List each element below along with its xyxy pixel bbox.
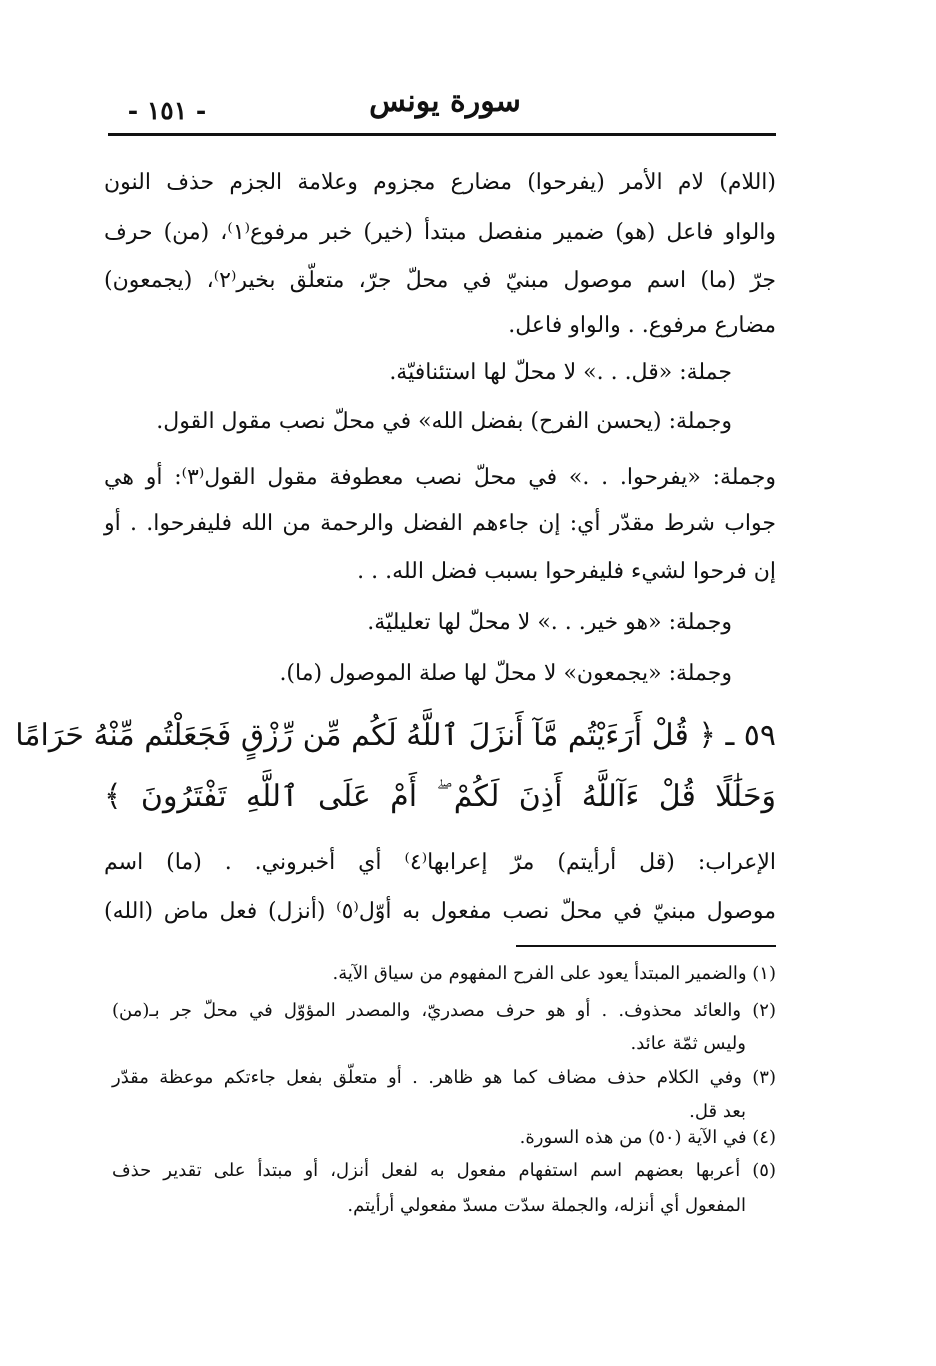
body-line: وجملة: (يحسن الفرح) بفضل الله» في محلّ نصب مقول القول.: [156, 409, 732, 434]
footnote-line: المفعول أي أنزله، والجملة سدّت مسدّ مفعولي أرأيتم.: [347, 1195, 746, 1216]
footnote-line: (٥) أعربها بعضهم اسم استفهام مفعول به لفعل أنزل، أو مبتدأ على تقدير حذف: [112, 1160, 776, 1181]
surah-title: سورة يونس: [369, 84, 521, 119]
body-line: والواو فاعل (هو) ضمير منفصل مبتدأ (خير) خبر مرفوع⁽١⁾، (من) حرف: [104, 220, 776, 245]
footnote-line: (٢) والعائد محذوف. . أو هو حرف مصدريّ، والمصدر المؤوّل في محلّ جر بـ(من): [112, 1000, 776, 1021]
footnote-line: (٤) في الآية (٥٠) من هذه السورة.: [519, 1127, 776, 1148]
irab-line: موصول مبنيّ في محلّ نصب مفعول به أوّل⁽٥⁾ (أنزل) فعل ماض (الله): [104, 899, 776, 924]
body-line: إن فرحوا لشيء فليفرحوا بسبب فضل الله. . .: [357, 559, 776, 584]
body-line: وجملة: «هو خير. . .» لا محلّ لها تعليليّة.: [367, 610, 732, 635]
footnote-line: (١) والضمير المبتدأ يعود على الفرح المفهوم من سياق الآية.: [332, 963, 776, 984]
body-line: جملة: «قل. . .» لا محلّ لها استئنافيّة.: [389, 360, 732, 385]
body-line: جواب شرط مقدّر أي: إن جاءهم الفضل والرحمة من الله فليفرحوا. . أو: [104, 511, 776, 536]
quran-verse-line: ٥٩ ـ ﴿ قُلْ أَرَءَيْتُم مَّآ أَنزَلَ ٱللَّهُ لَكُم مِّن رِّزْقٍ فَجَعَلْتُم مِّنْهُ حَرَامًا: [15, 718, 776, 753]
irab-line: الإعراب: (قل أرأيتم) مرّ إعرابها⁽٤⁾ أي أخبروني. . (ما) اسم: [104, 850, 776, 875]
body-line: وجملة: «يجمعون» لا محلّ لها صلة الموصول (ما).: [279, 661, 732, 686]
body-line: مضارع مرفوع. . والواو فاعل.: [508, 313, 776, 338]
footnote-rule: [516, 945, 776, 947]
quran-verse-line: وَحَلَٰلًا قُلْ ءَآللَّهُ أَذِنَ لَكُمْ ۖ أَمْ عَلَى ٱللَّهِ تَفْتَرُونَ ﴾: [104, 779, 776, 814]
page-number: - ١٥١ -: [127, 96, 207, 125]
body-line: (اللام) لام الأمر (يفرحوا) مضارع مجزوم وعلامة الجزم حذف النون: [104, 170, 776, 195]
footnote-line: (٣) وفي الكلام حذف مضاف كما هو ظاهر. . أو متعلّق بفعل جاءتكم موعظة مقدّر: [112, 1067, 776, 1088]
body-line: جرّ (ما) اسم موصول مبنيّ في محلّ جرّ، متعلّق بخير⁽٢⁾، (يجمعون): [104, 268, 777, 293]
header-rule: [108, 133, 776, 136]
body-line: وجملة: «يفرحوا. . .» في محلّ نصب معطوفة مقول القول⁽٣⁾: أو هي: [104, 465, 777, 490]
footnote-line: وليس ثمّة عائد.: [630, 1033, 746, 1054]
footnote-line: بعد قل.: [689, 1101, 746, 1122]
